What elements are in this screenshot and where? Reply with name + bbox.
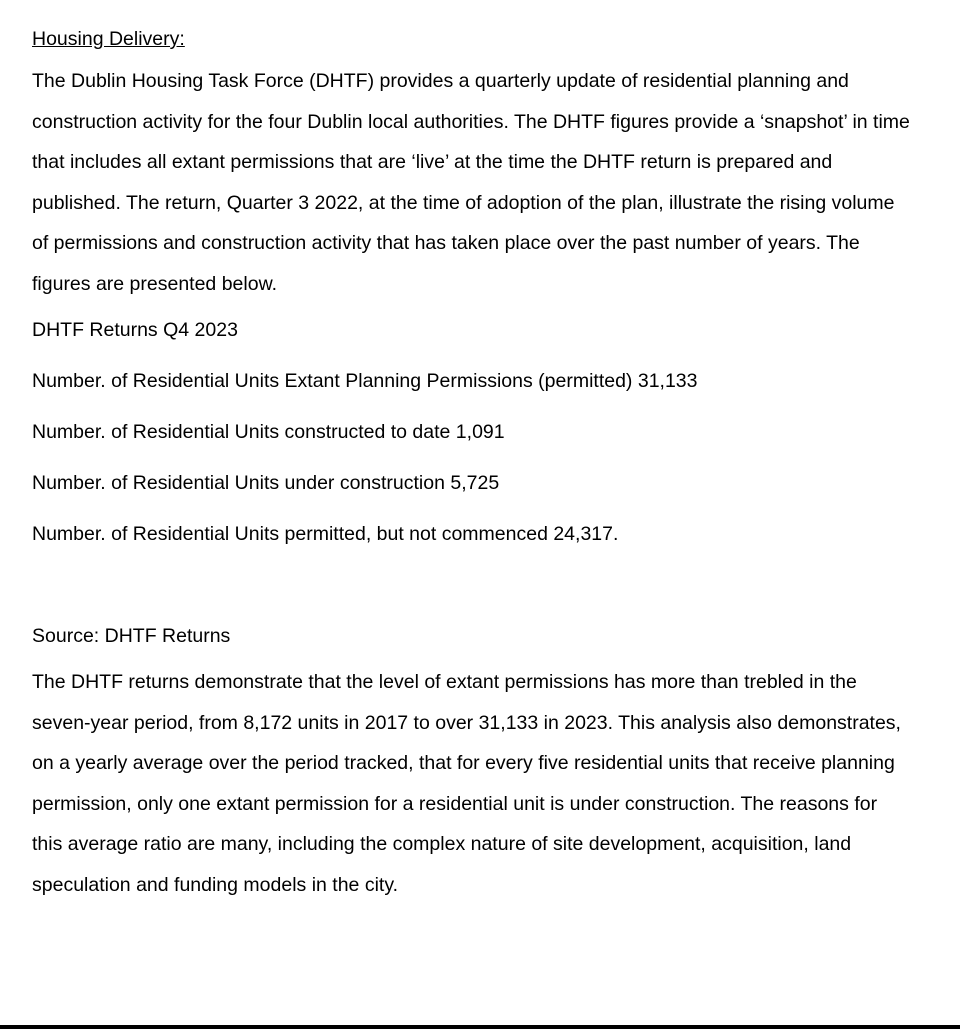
source-note: Source: DHTF Returns xyxy=(32,625,231,647)
returns-item-constructed: Number. of Residential Units constructed to date 1,091 xyxy=(32,421,505,443)
returns-item-under-construction: Number. of Residential Units under construction 5,725 xyxy=(32,472,500,494)
returns-item-not-commenced: Number. of Residential Units permitted, but not commenced 24,317. xyxy=(32,523,619,545)
document-content xyxy=(32,22,912,905)
returns-title: DHTF Returns Q4 2023 xyxy=(32,319,238,341)
analysis-paragraph: The DHTF returns demonstrate that the level of extant permissions has more than trebled in the seven-year period, from 8,172 units in 2017 to over 31,133 in 2023. This analysis also demonstrates, on a yearly average over the period tracked, that for every five residential units that receive planning permission, only one extant permission for a residential unit is under construction. The reasons for this average ratio are many, including the complex nature of site development, acquisition, land speculation and funding models in the city. xyxy=(32,671,901,896)
returns-item-extant-permissions: Number. of Residential Units Extant Planning Permissions (permitted) 31,133 xyxy=(32,370,698,392)
section-heading: Housing Delivery: xyxy=(32,28,185,50)
intro-paragraph: The Dublin Housing Task Force (DHTF) provides a quarterly update of residential planning and construction activity for the four Dublin local authorities. The DHTF figures provide a ‘snapshot’ in time that includes all extant permissions that are ‘live’ at the time the DHTF return is prepared and published. The return, Quarter 3 2022, at the time of adoption of the plan, illustrate the rising volume of permissions and construction activity that has taken place over the past number of years. The figures are presented below. xyxy=(32,70,910,295)
